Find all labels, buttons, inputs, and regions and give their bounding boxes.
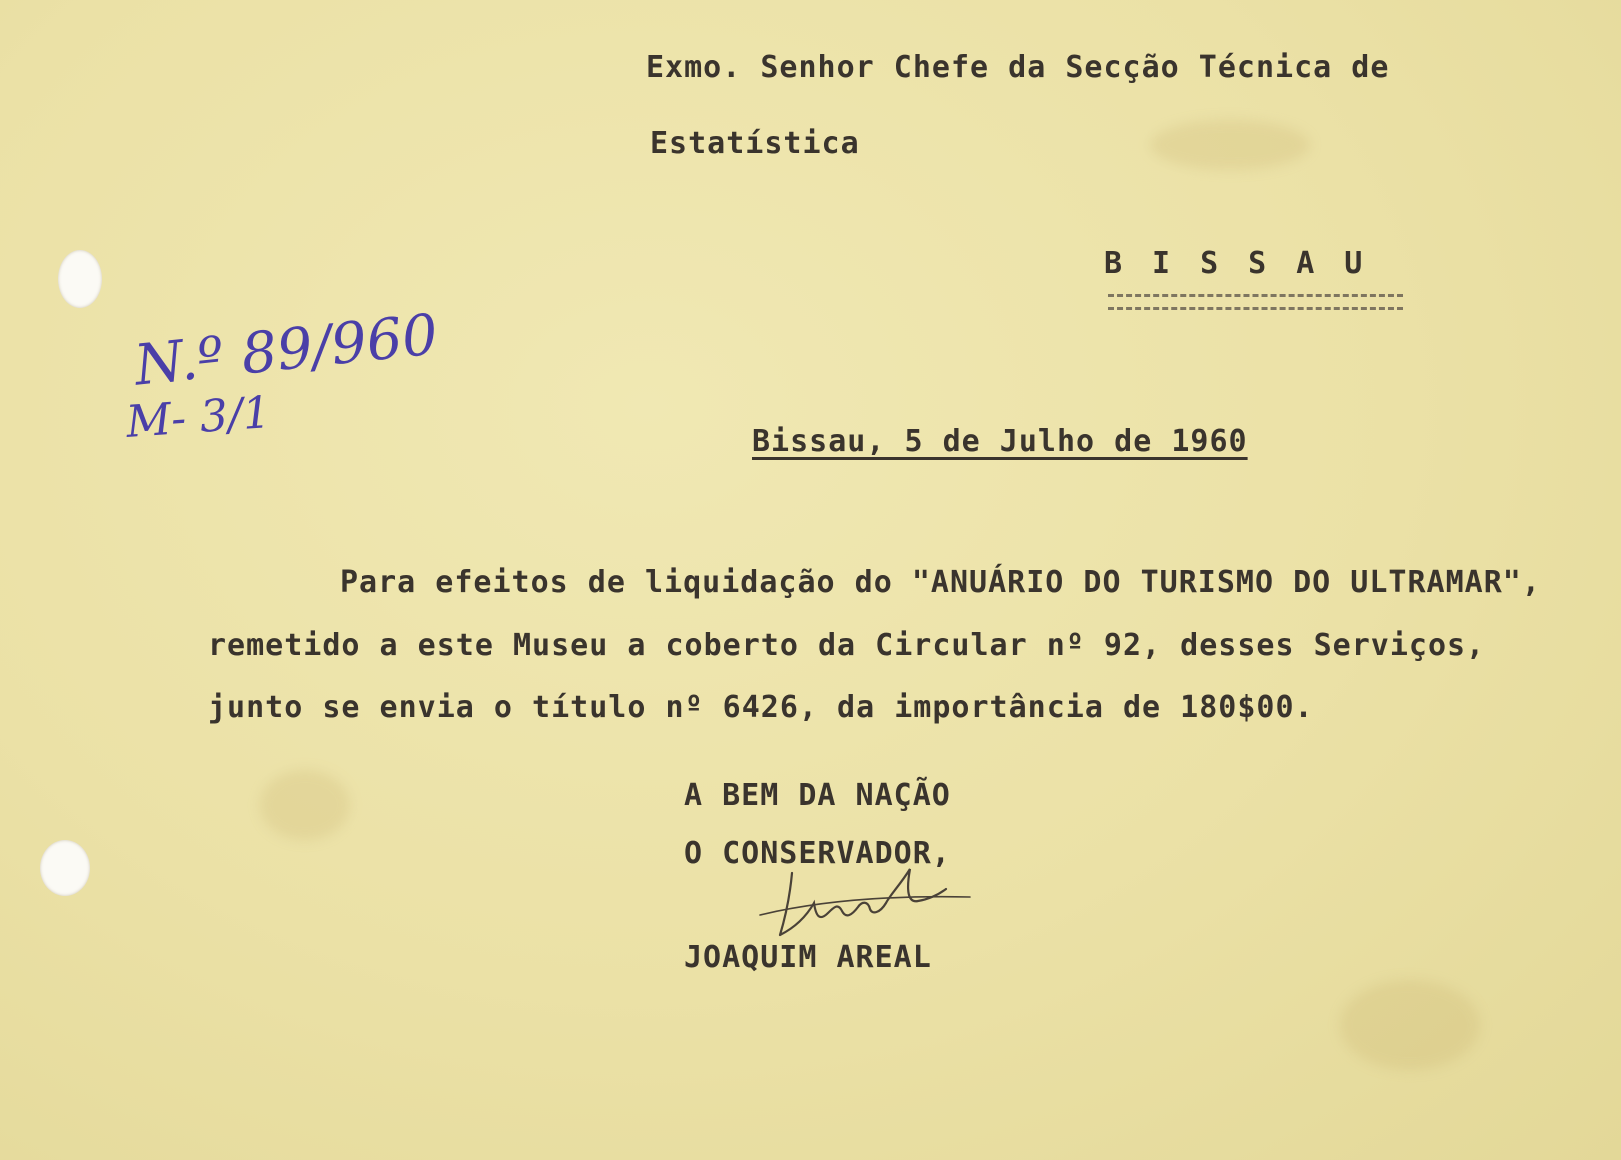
date-line: Bissau, 5 de Julho de 1960 <box>752 424 1248 459</box>
punch-hole <box>58 250 102 308</box>
handwritten-reference-number: N.º 89/960 <box>131 302 441 399</box>
punch-hole <box>40 840 90 896</box>
closing-salutation: A BEM DA NAÇÃO <box>684 778 951 813</box>
addressee-line-2: Estatística <box>650 126 860 161</box>
heading-underline <box>1108 294 1403 310</box>
paper-stain <box>1150 120 1310 170</box>
signatory-name: JOAQUIM AREAL <box>684 940 932 975</box>
body-line-2: remetido a este Museu a coberto da Circular nº 92, desses Serviços, <box>208 628 1486 663</box>
signatory-role: O CONSERVADOR, <box>684 836 951 871</box>
handwritten-archive-code: M- 3/1 <box>124 387 273 448</box>
body-line-1: Para efeitos de liquidação do "ANUÁRIO DO TURISMO DO ULTRAMAR", <box>340 565 1541 600</box>
paper-stain <box>1340 980 1480 1070</box>
paper-stain <box>260 770 350 840</box>
addressee-line-1: Exmo. Senhor Chefe da Secção Técnica de <box>646 50 1390 85</box>
body-line-3: junto se envia o título nº 6426, da importância de 180$00. <box>208 690 1314 725</box>
city-heading: BISSAU <box>1104 246 1393 281</box>
